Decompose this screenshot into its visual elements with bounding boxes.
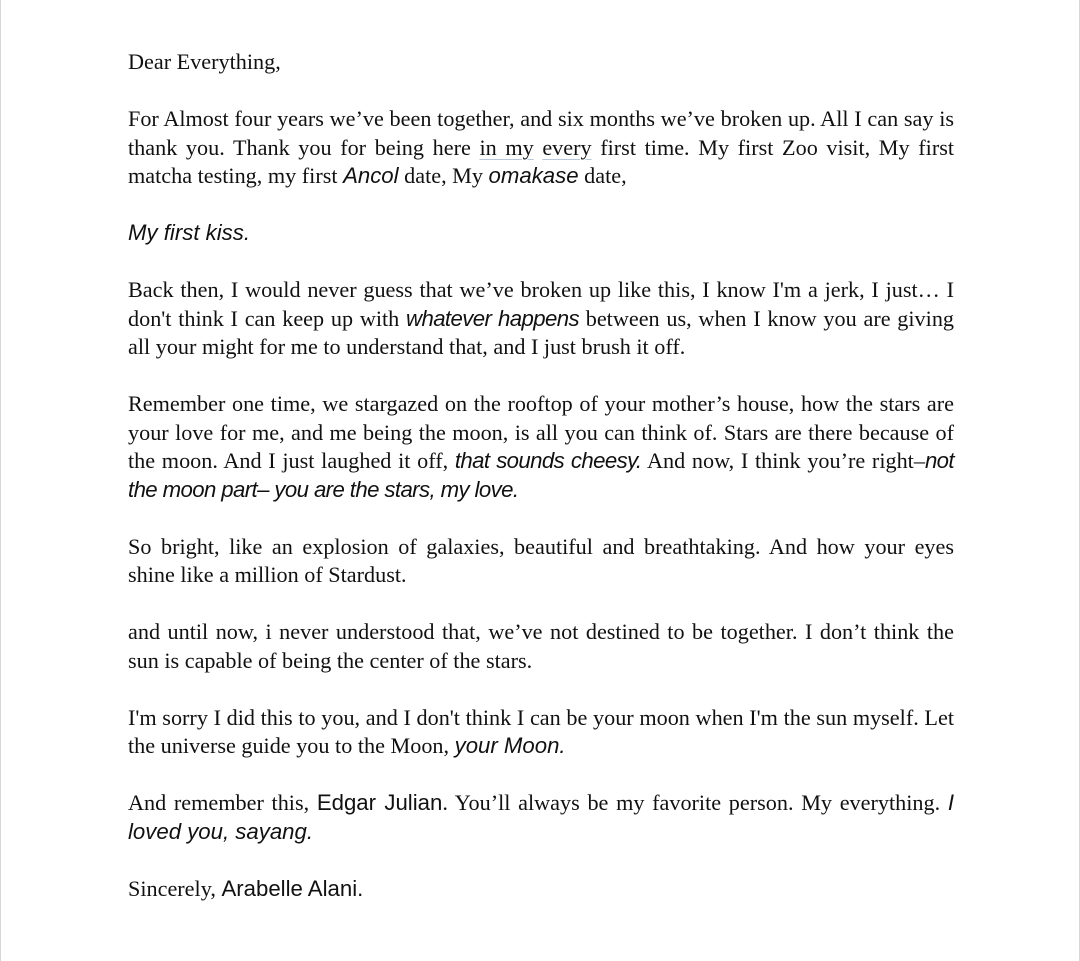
paragraph-sorry — [128, 704, 954, 761]
italic-text: omakase — [488, 163, 579, 188]
text-run: first time. My first Zoo visit, My first matcha testing, my first — [128, 134, 955, 188]
text-run: . You’ll always be my favorite person. My everything. — [442, 790, 948, 815]
text-run: And now, I think you’re right– — [641, 448, 925, 473]
letter-body — [128, 48, 954, 932]
text-run: Remember one time, we stargazed on the rooftop of your mother’s house, how the stars are your love for me, and me being the moon, is all you can think of. Stars are there because of the moon. And I just laughed it off, — [128, 391, 954, 473]
text-run: between us, when I know you are giving all your might for me to understand that, and I just brush it off. — [128, 305, 955, 359]
text-run: For Almost four years we’ve been together, and six months we’ve broken up. All I can say is thank you. Thank you for being here — [128, 106, 954, 160]
paragraph-remember — [128, 789, 954, 846]
italic-text: not the moon part– you are the stars, my love. — [128, 448, 954, 502]
text-run: Sincerely, — [128, 875, 222, 901]
italic-text: whatever happens — [406, 305, 579, 331]
italic-text: your Moon. — [454, 733, 566, 758]
text-run: date, — [578, 163, 627, 188]
italic-text: that sounds cheesy. — [454, 448, 642, 473]
sender-name: Arabelle Alani. — [221, 875, 364, 901]
text-run: And remember this, — [128, 790, 317, 815]
paragraph-so-bright: So bright, like an explosion of galaxies, beautiful and breathtaking. And how your eyes shine like a million of Stardust. — [128, 533, 954, 587]
salutation: Dear Everything, — [128, 49, 281, 74]
recipient-name: Edgar Julian — [316, 790, 443, 815]
italic-text: Ancol — [343, 163, 399, 188]
paragraph-back-then — [128, 276, 954, 362]
text-run: Back then, I would never guess that we’ve broken up like this, I know I'm a jerk, I just… I don't think I can keep up with — [128, 277, 954, 331]
text-run: date, My — [398, 163, 489, 188]
paragraph-until-now: and until now, i never understood that, we’ve not destined to be together. I don’t think the sun is capable of being the center of the stars. — [128, 619, 954, 673]
italic-text: I loved you, sayang. — [128, 790, 955, 844]
closing — [128, 875, 954, 904]
underlined-text: in my — [479, 134, 534, 160]
underlined-text: every — [542, 134, 592, 160]
paragraph-first-kiss: My first kiss. — [128, 220, 251, 245]
text-run: I'm sorry I did this to you, and I don't think I can be your moon when I'm the sun myself. Let the universe guide you to the Moon, — [128, 704, 954, 758]
paragraph-thank-you — [128, 105, 954, 191]
paragraph-stargazing — [128, 390, 954, 504]
